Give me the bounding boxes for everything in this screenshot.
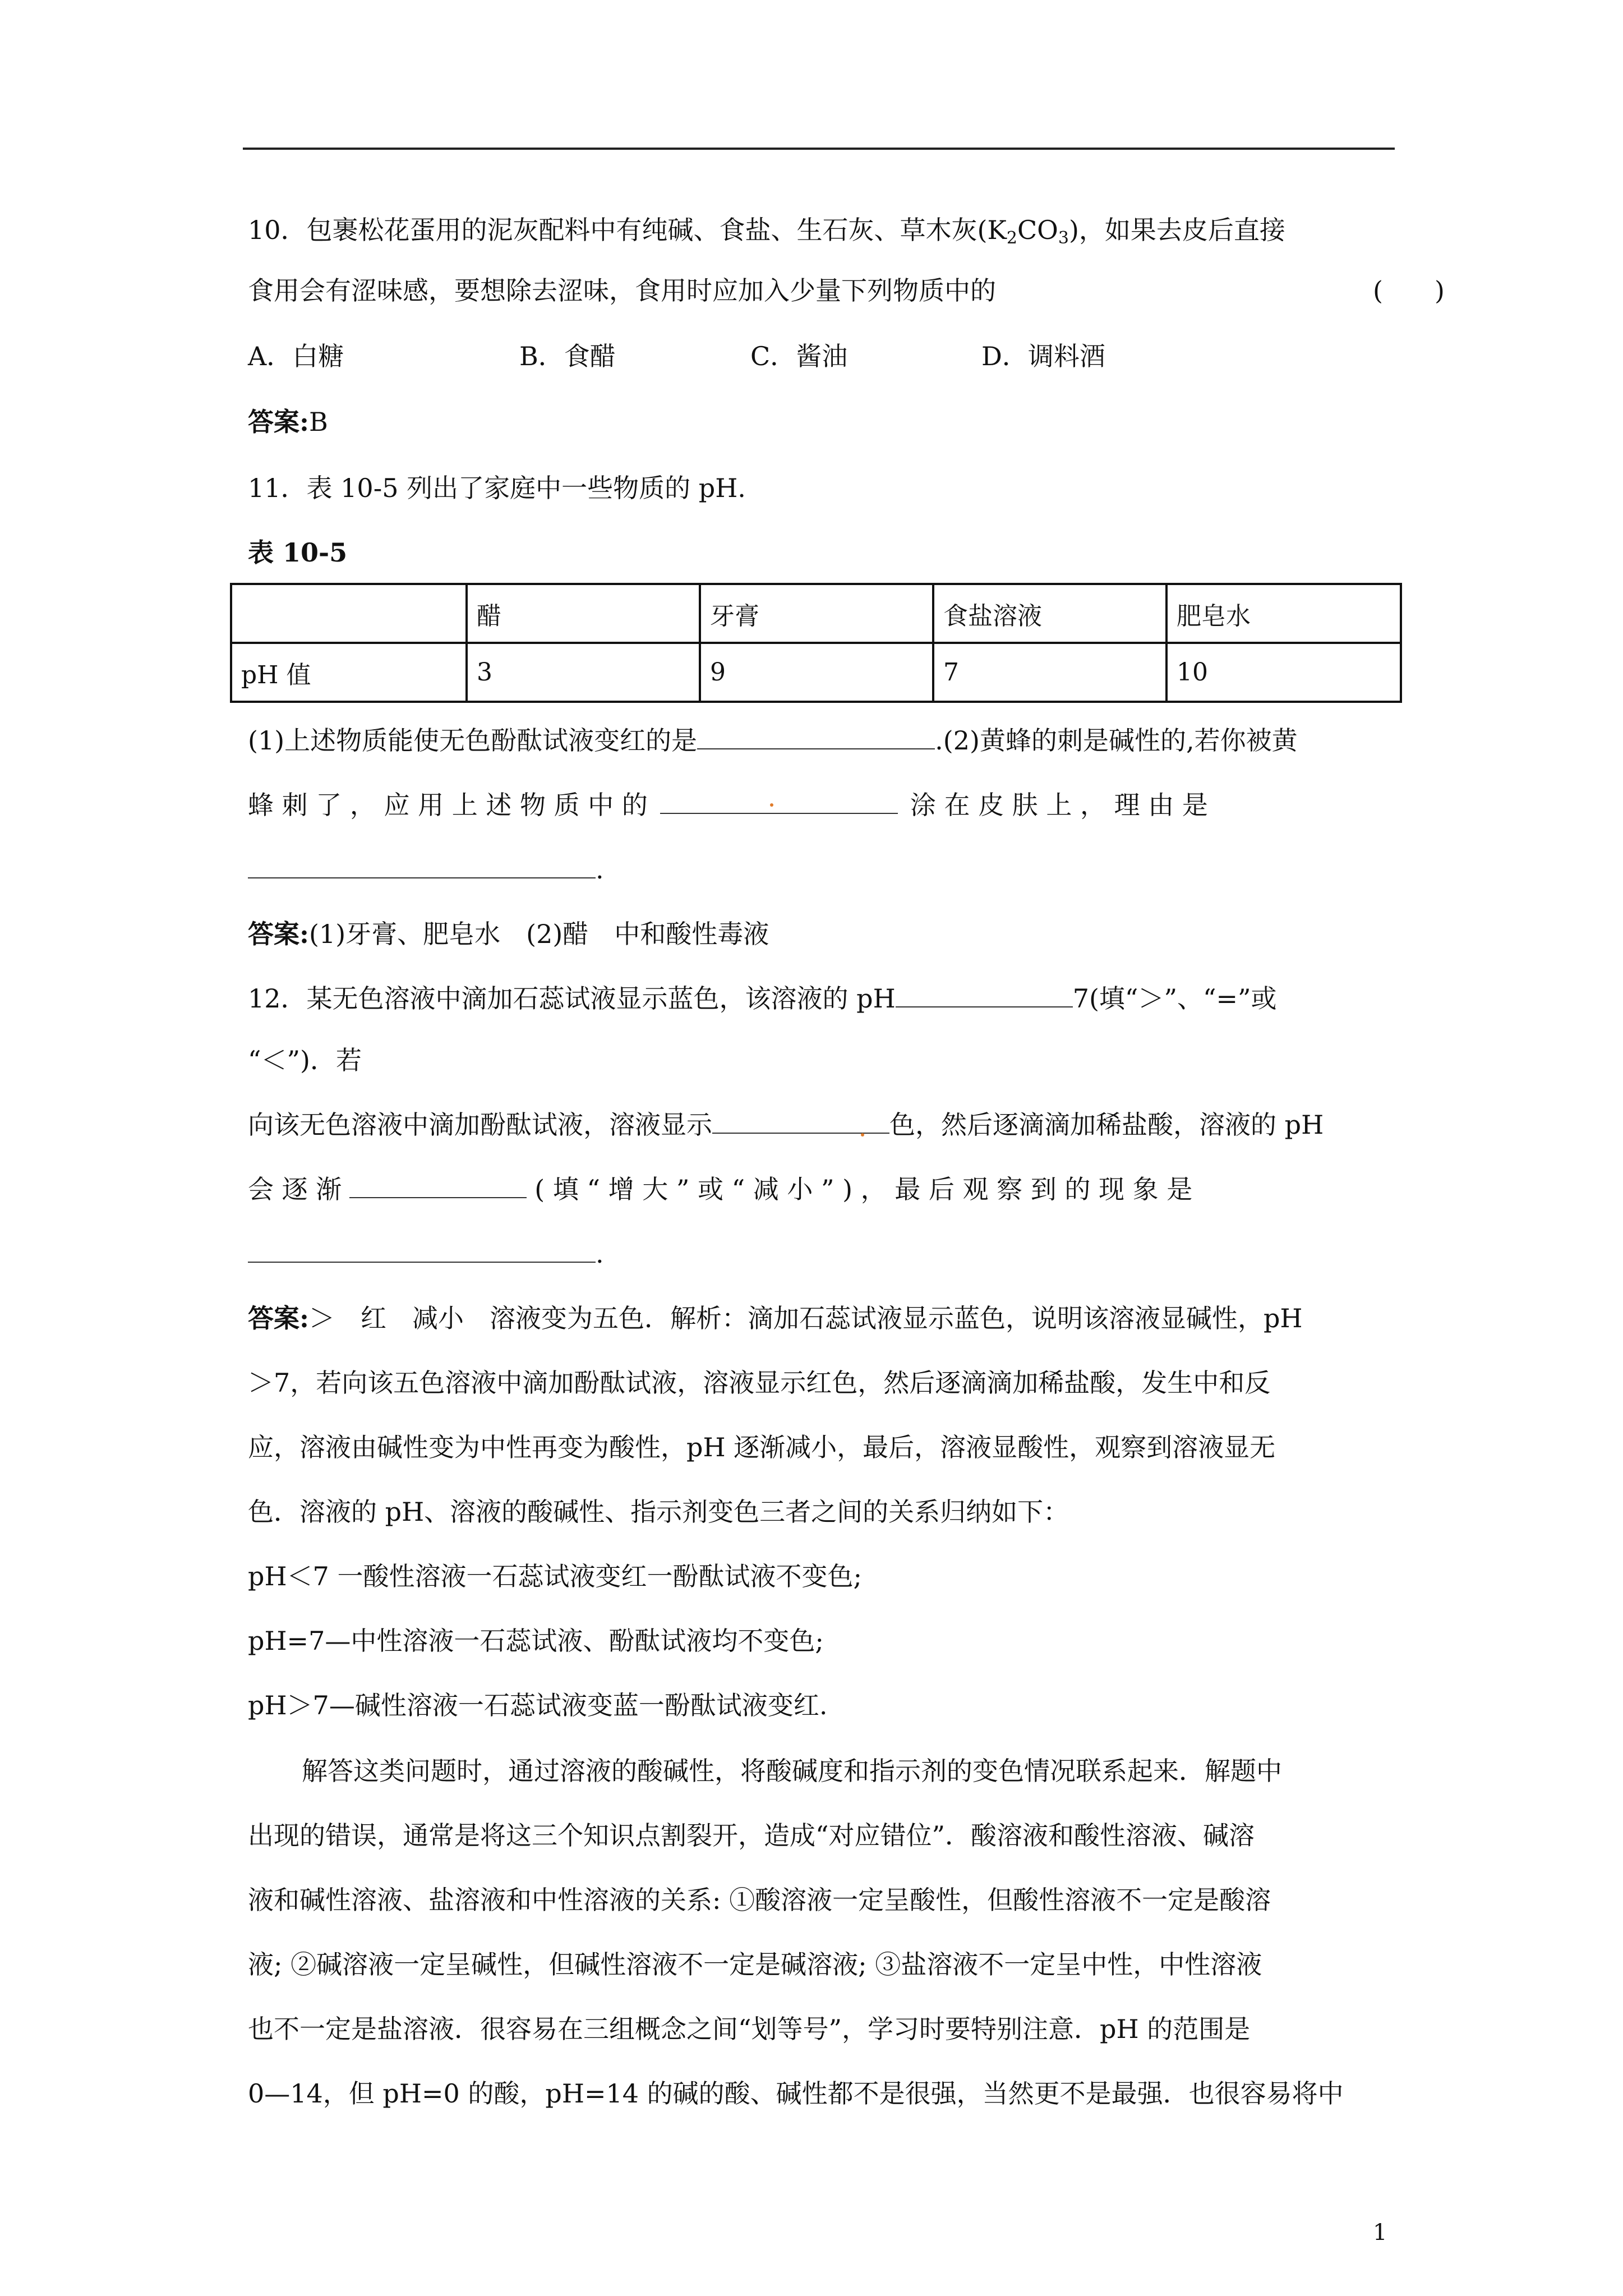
q12-answer-line-1: 答案:＞ 红 减小 溶液变为五色．解析：滴加石蕊试液显示蓝色，说明该溶液显碱性，pH (248, 1303, 1303, 1333)
option-d: D．调料酒 (981, 341, 1105, 371)
table-title: 表 10-5 (248, 537, 348, 568)
table-header-row (231, 584, 1401, 643)
rule-neutral: pH=7—中性溶液一石蕊试液、酚酞试液均不变色; (248, 1626, 824, 1656)
table-cell: 7 (933, 643, 1166, 702)
stray-mark (770, 803, 773, 807)
table-cell: 10 (1166, 643, 1401, 702)
table-cell: 牙膏 (700, 584, 933, 643)
answer-label: 答案: (248, 1303, 309, 1333)
rule-acidic: pH＜7 一酸性溶液一石蕊试液变红一酚酞试液不变色; (248, 1561, 862, 1591)
q10-options (248, 339, 1105, 373)
explanation-line-4: 液; ②碱溶液一定呈碱性，但碱性溶液不一定是碱溶液; ③盐溶液不一定呈中性，中性溶液 (248, 1949, 1262, 1980)
answer-blank (248, 854, 596, 878)
q10-line-1: 10．包裹松花蛋用的泥灰配料中有纯碱、食盐、生石灰、草木灰$(K_2CO_3)$，如果去皮后直接 (248, 215, 1285, 248)
explanation-line-1: 解答这类问题时，通过溶液的酸碱性，将酸碱度和指示剂的变色情况联系起来．解题中 (302, 1756, 1282, 1786)
table-cell: 9 (700, 643, 933, 702)
q10-line-2: 食用会有涩味感，要想除去涩味，食用时应加入少量下列物质中的 (248, 275, 996, 306)
table-cell: 3 (467, 643, 700, 702)
q11-stem: 11．表 10-5 列出了家庭中一些物质的 pH. (248, 473, 746, 503)
q12-line-3: 向该无色溶液中滴加酚酞试液，溶液显示 色，然后逐滴滴加稀盐酸，溶液的 pH (248, 1110, 1324, 1140)
q12-answer-line-3: 应，溶液由碱性变为中性再变为酸性，pH 逐渐减小，最后，溶液显酸性，观察到溶液显无 (248, 1432, 1276, 1462)
answer-blank (660, 789, 898, 814)
table-cell: 肥皂水 (1166, 584, 1401, 643)
explanation-line-6: 0—14，但 pH=0 的酸，pH=14 的碱的酸、碱性都不是很强，当然更不是最强．也很容易将中 (248, 2078, 1344, 2109)
answer-blank (896, 983, 1073, 1007)
q11-part-1: (1)上述物质能使无色酚酞试液变红的是 .(2)黄蜂的刺是碱性的,若你被黄 (248, 725, 1298, 756)
answer-blank (349, 1174, 527, 1198)
explanation-line-2: 出现的错误，通常是将这三个知识点割裂开，造成“对应错位”．酸溶液和酸性溶液、碱溶 (248, 1820, 1255, 1851)
header-rule (243, 148, 1395, 150)
q11-answer: 答案:(1)牙膏、肥皂水 (2)醋 中和酸性毒液 (248, 919, 769, 949)
answer-label: 答案: (248, 919, 309, 949)
q11-part-3: . (248, 853, 604, 886)
table-cell: 食盐溶液 (933, 584, 1166, 643)
q10-answer: 答案:B (248, 407, 328, 437)
q12-line-4: 会 逐 渐 ( 填 “ 增 大 ” 或 “ 减 小 ” ) ， 最 后 观 察 到 的 现 象 是 (248, 1174, 1193, 1204)
q12-answer-line-2: ＞7，若向该五色溶液中滴加酚酞试液，溶液显示红色，然后逐滴滴加稀盐酸，发生中和反 (248, 1368, 1271, 1398)
table-cell: pH 值 (231, 643, 467, 702)
q12-line-2: “＜”)．若 (248, 1045, 362, 1075)
ph-table (230, 583, 1402, 703)
answer-blank (712, 1109, 889, 1134)
option-c: C．酱油 (750, 341, 848, 371)
explanation-line-5: 也不一定是盐溶液．很容易在三组概念之间“划等号”，学习时要特别注意．pH 的范围是 (248, 2014, 1251, 2044)
answer-label: 答案: (248, 407, 309, 437)
answer-blank (697, 725, 935, 749)
table-cell: 醋 (467, 584, 700, 643)
option-a: A．白糖 (248, 341, 344, 371)
q12-answer-line-4: 色．溶液的 pH、溶液的酸碱性、指示剂变色三者之间的关系归纳如下： (248, 1497, 1069, 1527)
explanation-line-3: 液和碱性溶液、盐溶液和中性溶液的关系: ①酸溶液一定呈酸性，但酸性溶液不一定是酸溶 (248, 1885, 1271, 1915)
stray-mark (861, 1133, 864, 1137)
table-row (231, 643, 1401, 702)
rule-basic: pH＞7—碱性溶液一石蕊试液变蓝一酚酞试液变红. (248, 1690, 828, 1720)
q12-line-5: . (248, 1237, 604, 1271)
answer-blank (248, 1238, 596, 1263)
page-number: 1 (1373, 2220, 1387, 2246)
q12-line-1: 12．某无色溶液中滴加石蕊试液显示蓝色，该溶液的 pH 7(填“＞”、“=”或 (248, 983, 1277, 1014)
q10-answer-bracket: ( ) (1373, 275, 1445, 306)
q11-part-2: 蜂 刺 了 ， 应 用 上 述 物 质 中 的 涂 在 皮 肤 上 ， 理 由 是 (248, 790, 1208, 820)
table-cell (231, 584, 467, 643)
option-b: B．食醋 (519, 341, 616, 371)
